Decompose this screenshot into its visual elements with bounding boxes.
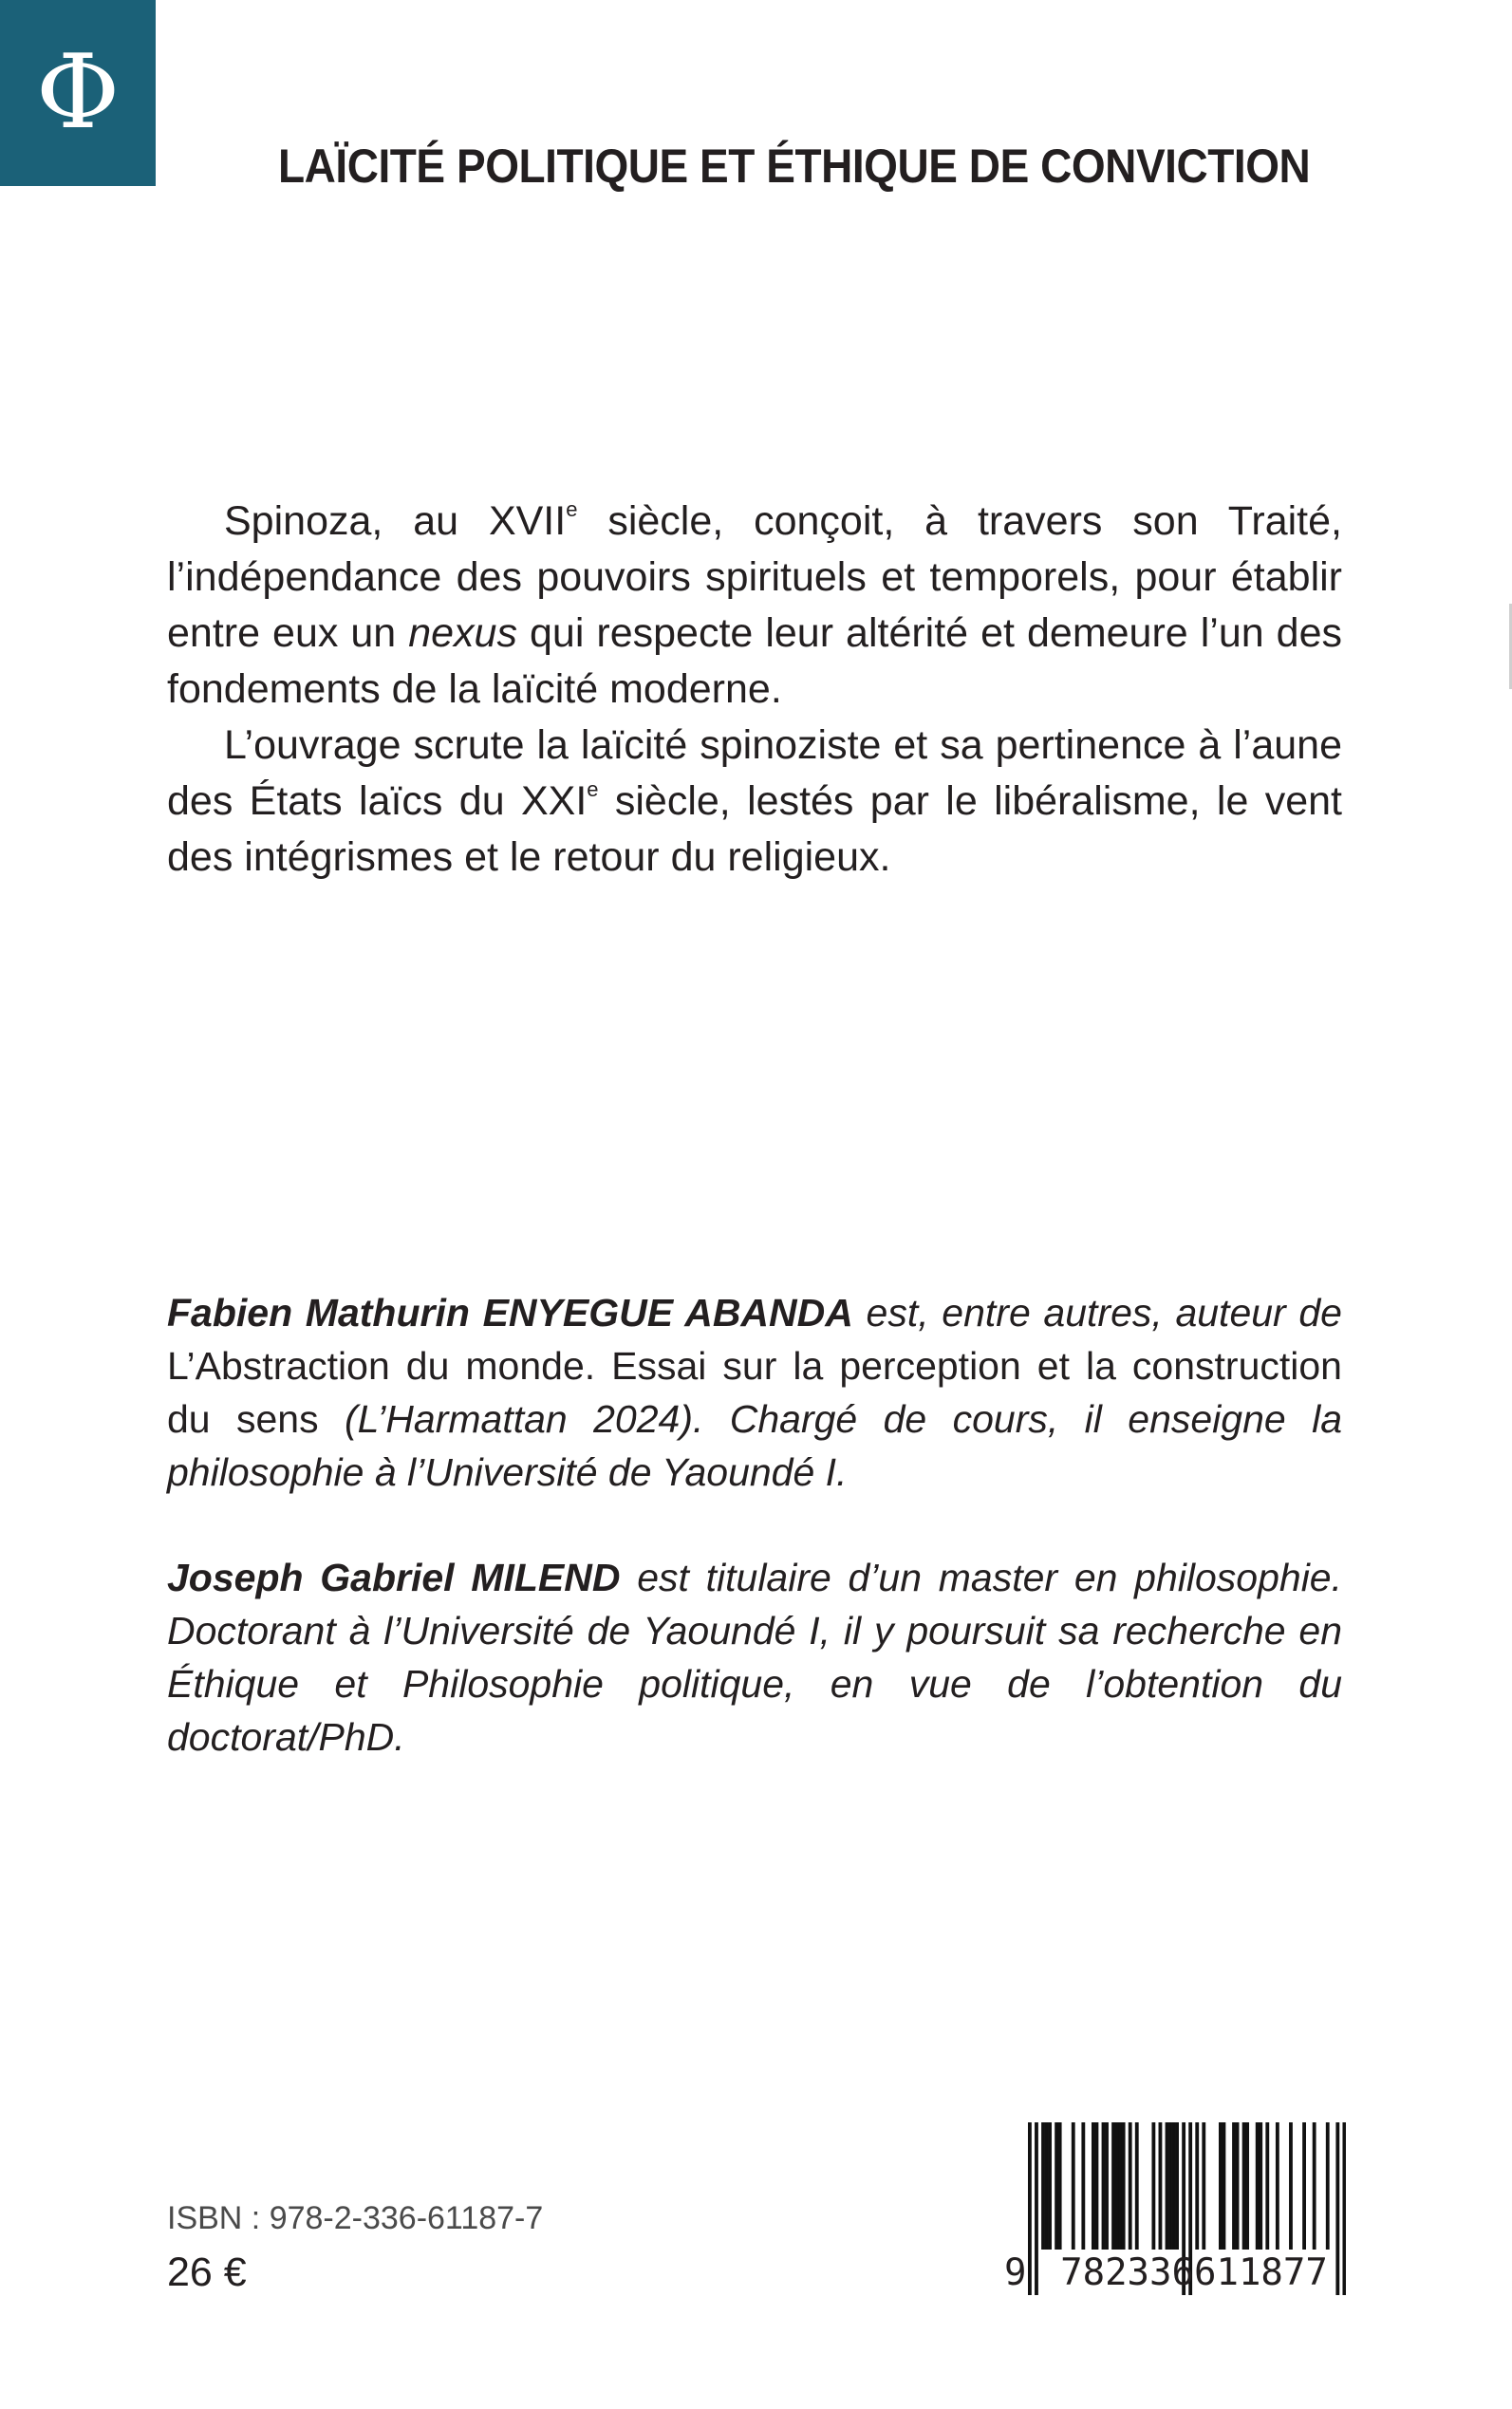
barcode-bar <box>1102 2122 1106 2250</box>
phi-logo-icon: Φ <box>35 33 121 152</box>
barcode-bar <box>1115 2122 1119 2250</box>
superscript-e: e <box>587 777 599 801</box>
barcode-bar <box>1045 2122 1049 2250</box>
barcode-bar <box>1122 2122 1126 2250</box>
barcode-bar <box>1223 2122 1226 2250</box>
barcode-bar <box>1175 2122 1179 2250</box>
barcode-bar <box>1259 2122 1262 2250</box>
author-bio-1: Fabien Mathurin ENYEGUE ABANDA est, entre autres, auteur de L’Abstraction du monde. Essai sur la perception et la construction du sens (L’Harmattan 2024). Chargé de cours, il enseigne la philosophie à l’Université de Yaoundé I. <box>167 1291 1342 1494</box>
barcode-bar <box>1172 2122 1176 2250</box>
barcode-bar <box>1092 2122 1095 2250</box>
blurb-paragraph-1: Spinoza, au XVIIe siècle, conçoit, à travers son Traité, l’indépendance des pouvoirs spirituels et temporels, pour établir entre eux un nexus qui respecte leur altérité et demeure l’un des fondements de la laïcité moderne. <box>167 497 1342 712</box>
barcode-bar <box>1135 2122 1139 2250</box>
barcode-bar <box>1118 2122 1122 2250</box>
barcode-bar <box>1081 2122 1085 2250</box>
publisher-logo <box>0 0 156 186</box>
barcode-bar <box>1105 2122 1109 2250</box>
author-name: Joseph Gabriel MILEND <box>167 1556 621 1599</box>
barcode-bar <box>1058 2122 1062 2250</box>
barcode-bar <box>1166 2122 1169 2250</box>
barcode-bar <box>1041 2122 1045 2250</box>
barcode-bar <box>1072 2122 1075 2250</box>
author-bio-2: Joseph Gabriel MILEND est titulaire d’un master en philosophie. Doctorant à l’Université de Yaoundé I, il y poursuit sa recherche en Éthique et Philosophie politique, en vue de l’obtention du doctorat/PhD. <box>167 1556 1342 1759</box>
barcode-bar <box>1276 2122 1279 2250</box>
barcode-bar <box>1232 2122 1236 2250</box>
barcode-first-digit: 9 <box>1004 2251 1027 2294</box>
nexus-term: nexus <box>408 610 517 656</box>
barcode-bar <box>1242 2122 1246 2250</box>
barcode-bar <box>1048 2122 1052 2250</box>
book-blurb <box>167 494 1342 886</box>
barcode-bar <box>1326 2122 1330 2250</box>
barcode-bar <box>1313 2122 1316 2250</box>
barcode-bar <box>1159 2122 1163 2250</box>
barcode-bar <box>1111 2122 1115 2250</box>
author-bios <box>167 1286 1342 1816</box>
barcode-number: 782336611877 <box>1060 2251 1328 2294</box>
barcode-bar <box>1095 2122 1099 2250</box>
barcode-bar <box>1151 2122 1155 2250</box>
isbn-text: ISBN : 978-2-336-61187-7 <box>167 2200 544 2236</box>
barcode-bar <box>1129 2122 1132 2250</box>
barcode-bar <box>1028 2122 1032 2295</box>
barcode-bar <box>1168 2122 1172 2250</box>
barcode-bar <box>1289 2122 1293 2250</box>
barcode-bar <box>1055 2122 1058 2250</box>
barcode-bar <box>1219 2122 1223 2250</box>
barcode-bar <box>1202 2122 1205 2250</box>
barcode-bar <box>1245 2122 1249 2250</box>
author-name: Fabien Mathurin ENYEGUE ABANDA <box>167 1291 853 1335</box>
series-title: LAÏCITÉ POLITIQUE ET ÉTHIQUE DE CONVICTION <box>278 140 1311 193</box>
barcode-bar <box>1265 2122 1269 2250</box>
superscript-e: e <box>566 497 578 521</box>
price-text: 26 € <box>167 2250 247 2295</box>
blurb-paragraph-2: L’ouvrage scrute la laïcité spinoziste et sa pertinence à l’aune des États laïcs du XXIe siècle, lestés par le libéralisme, le vent des intégrismes et le retour du religieux. <box>167 722 1342 880</box>
barcode-bar <box>1302 2122 1306 2250</box>
barcode-bar <box>1195 2122 1199 2250</box>
book-title: L’Abstraction du monde. Essai sur la perception et la construction du sens <box>167 1344 1342 1441</box>
barcode-bar <box>1256 2122 1260 2250</box>
barcode-bar <box>1236 2122 1240 2250</box>
